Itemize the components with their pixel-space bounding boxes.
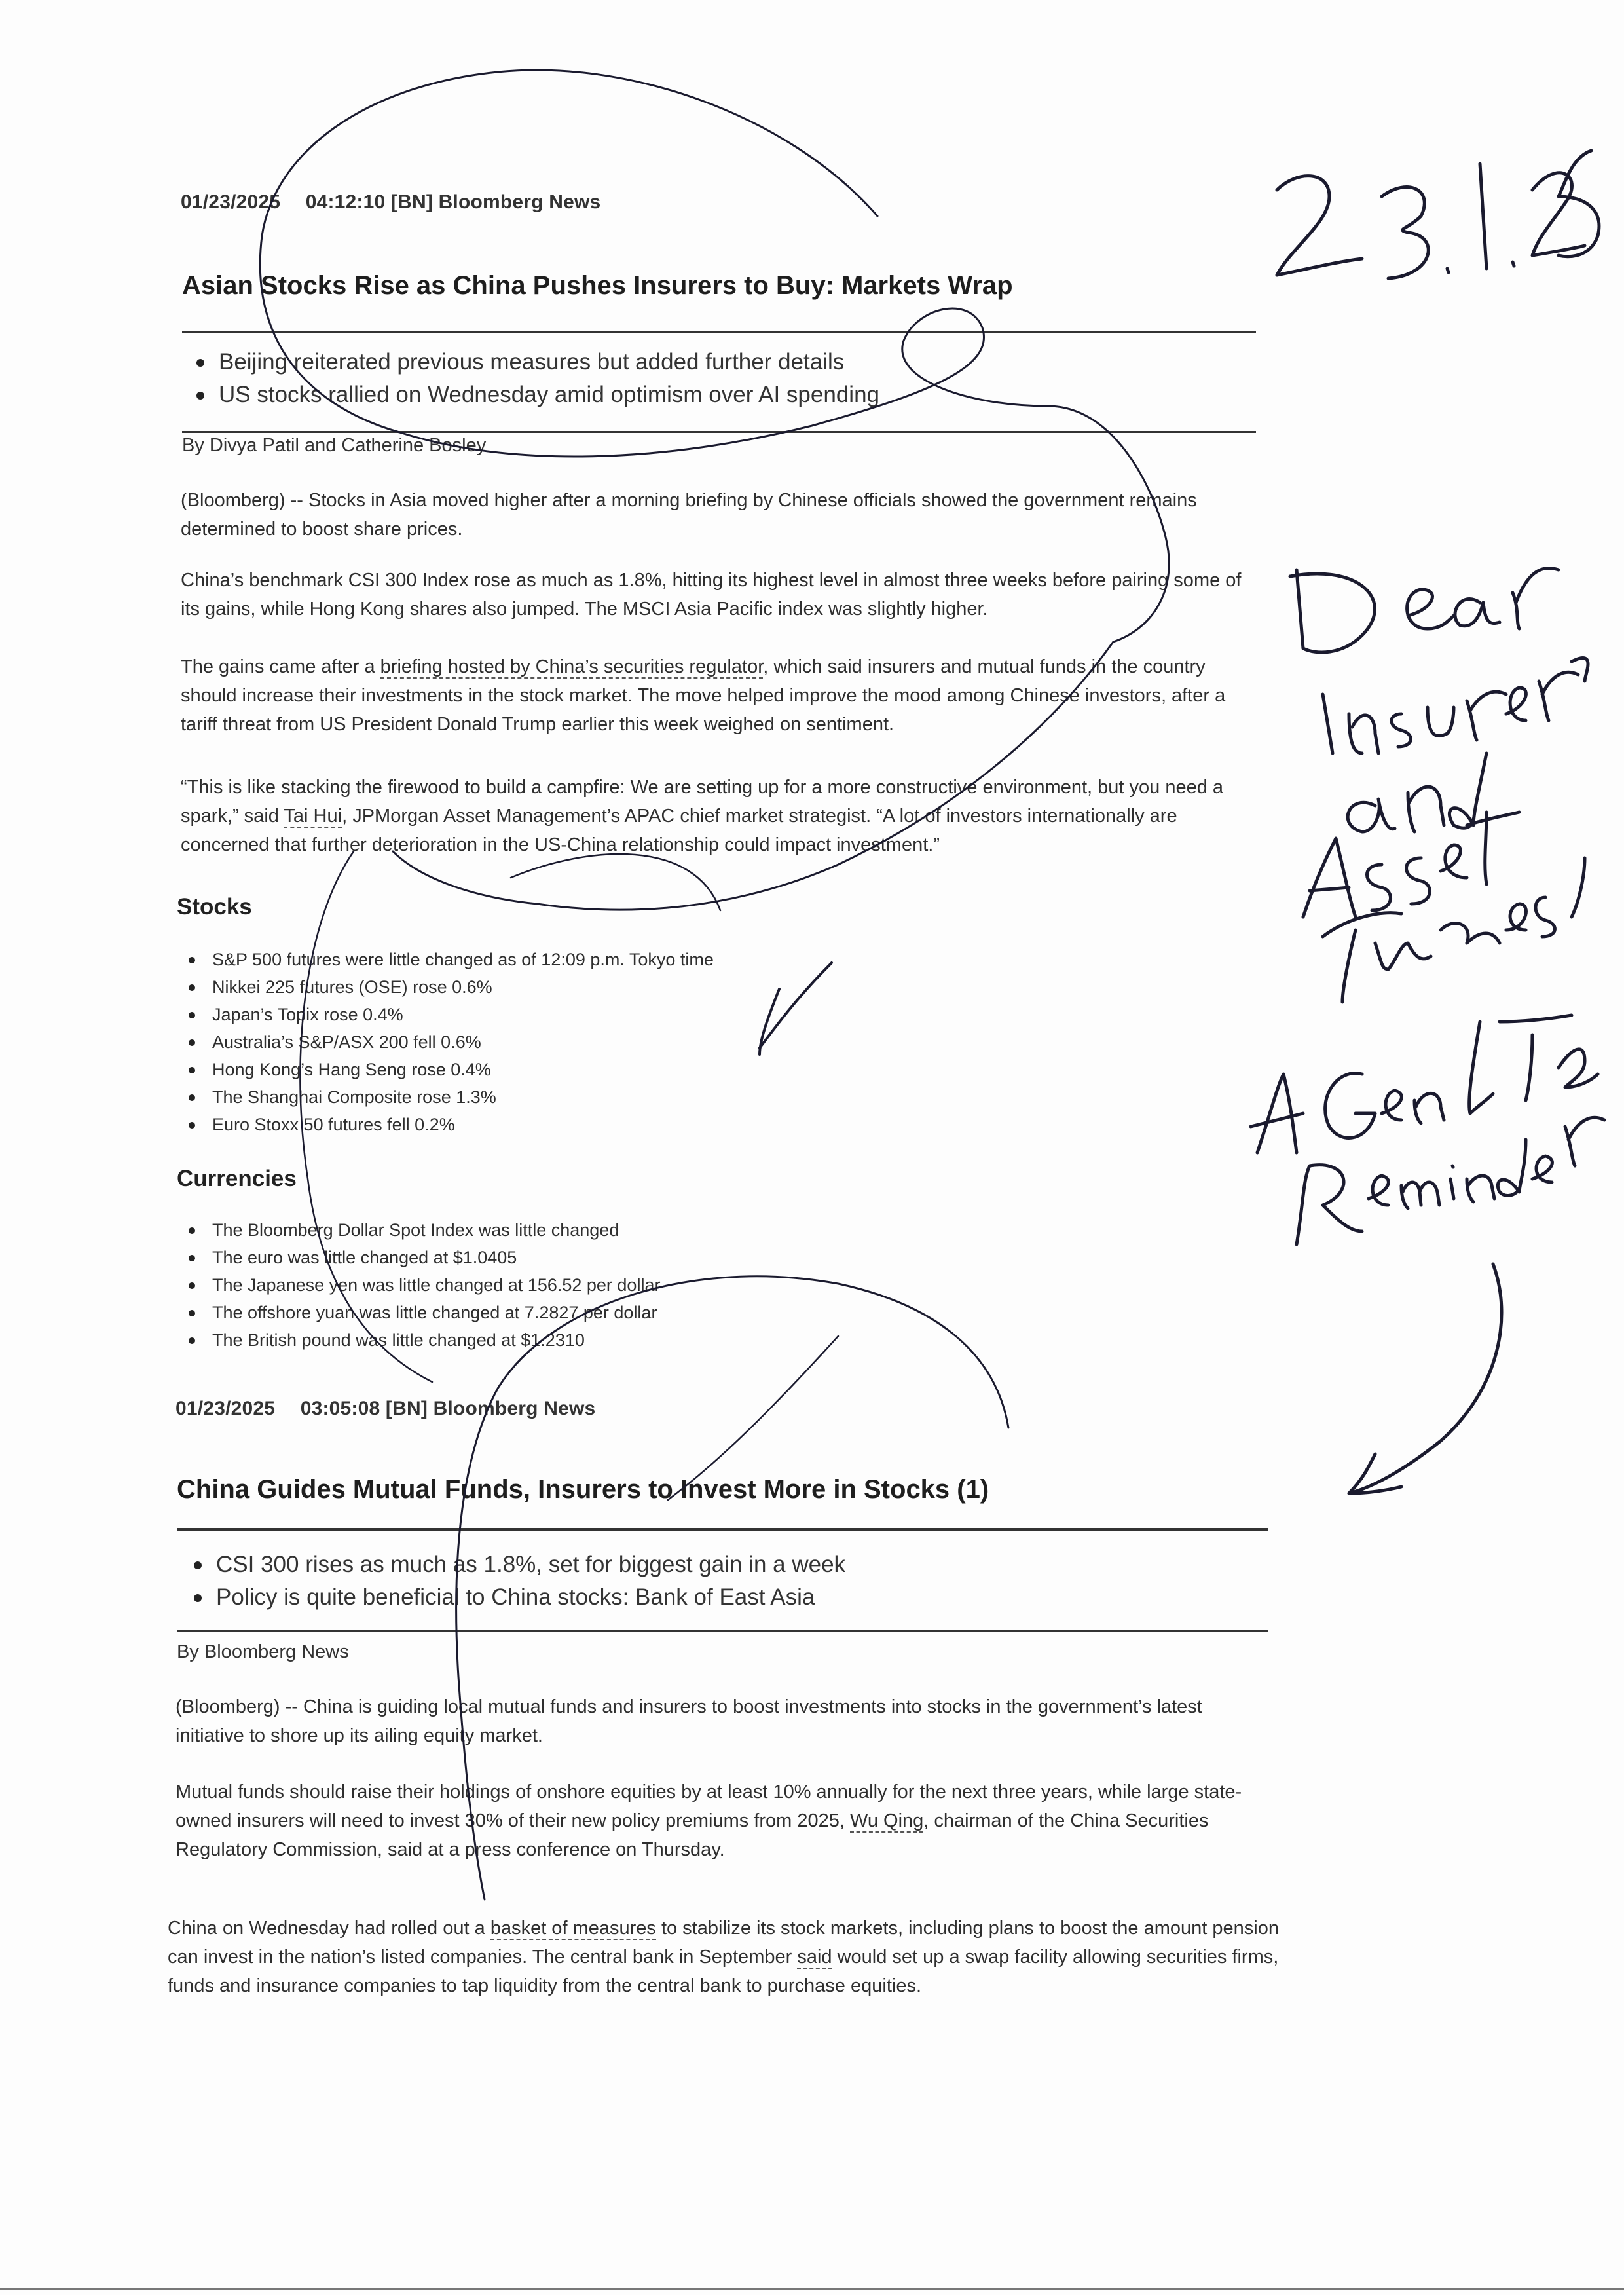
- paragraph-text: , JPMorgan Asset Management’s APAC chief market strategist. “A lot of investors internationally are concerned that further deterioration in the US-China relationship could impact investment.”: [181, 806, 1177, 855]
- article2-byline: By Bloomberg News: [177, 1641, 349, 1662]
- list-item: Australia’s S&P/ASX 200 fell 0.6%: [177, 1028, 1094, 1056]
- article1-paragraph-3: [181, 652, 1255, 739]
- list-item: Japan’s Topix rose 0.4%: [177, 1001, 1094, 1028]
- list-item: Policy is quite beneficial to China stocks: Bank of East Asia: [189, 1581, 1236, 1614]
- article2-headline: China Guides Mutual Funds, Insurers to Invest More in Stocks (1): [177, 1475, 989, 1504]
- article2-source: 03:05:08 [BN] Bloomberg News: [300, 1398, 596, 1419]
- paragraph-text: , chairman of the China Securities Regulatory Commission, said at a press conference on Thursday.: [175, 1810, 1209, 1860]
- paragraph-text: China on Wednesday had rolled out a: [168, 1918, 490, 1939]
- stocks-list: [177, 946, 1094, 1138]
- article1-paragraph-2: China’s benchmark CSI 300 Index rose as much as 1.8%, hitting its highest level in almost three weeks before pairing some of its gains, while Hong Kong shares also jumped. The MSCI Asia Pacific index was slightly higher.: [181, 570, 1242, 620]
- currencies-list: [177, 1216, 1094, 1354]
- list-item: The British pound was little changed at $1.2310: [177, 1326, 1094, 1354]
- list-item: The euro was little changed at $1.0405: [177, 1244, 1094, 1271]
- list-item: Euro Stoxx 50 futures fell 0.2%: [177, 1111, 1094, 1138]
- currencies-heading: Currencies: [177, 1166, 297, 1191]
- briefing-link[interactable]: briefing hosted by China’s securities regulator: [380, 656, 764, 677]
- ink-date: [1277, 151, 1599, 278]
- list-item: Beijing reiterated previous measures but added further details: [191, 346, 1239, 379]
- article1-headline: Asian Stocks Rise as China Pushes Insurers to Buy: Markets Wrap: [182, 271, 1013, 300]
- article2-paragraph-3: [168, 1914, 1281, 2000]
- basket-of-measures-link[interactable]: basket of measures: [490, 1918, 656, 1939]
- list-item: CSI 300 rises as much as 1.8%, set for biggest gain in a week: [189, 1548, 1236, 1581]
- list-item: S&P 500 futures were little changed as of 12:09 p.m. Tokyo time: [177, 946, 1094, 973]
- list-item: US stocks rallied on Wednesday amid optimism over AI spending: [191, 379, 1239, 411]
- article2-rule-bottom: [177, 1630, 1268, 1632]
- article1-bullets: [191, 346, 1239, 411]
- paragraph-text: would set up a swap facility allowing securities firms, funds and insurance companies to tap liquidity from the central bank to purchase equities.: [168, 1947, 1279, 1996]
- tai-hui-link[interactable]: Tai Hui: [284, 806, 342, 827]
- stocks-heading: Stocks: [177, 894, 252, 920]
- article2-paragraph-1: (Bloomberg) -- China is guiding local mutual funds and insurers to boost investments into stocks in the government’s latest initiative to shore up its ailing equity market.: [175, 1696, 1202, 1746]
- article1-meta: [181, 191, 600, 214]
- said-link[interactable]: said: [797, 1947, 832, 1968]
- article1-paragraph-4: [181, 773, 1255, 859]
- article1-rule-bottom: [182, 431, 1256, 433]
- article1-source: 04:12:10 [BN] Bloomberg News: [305, 191, 601, 213]
- wu-qing-link[interactable]: Wu Qing: [849, 1810, 924, 1831]
- list-item: The offshore yuan was little changed at 7.2827 per dollar: [177, 1299, 1094, 1326]
- list-item: The Japanese yen was little changed at 156.52 per dollar: [177, 1271, 1094, 1299]
- paragraph-text: “This is like stacking the firewood to build a campfire: We are setting up for a more constructive environment, but you need a spark,” said: [181, 777, 1224, 827]
- paragraph-text: , which said insurers and mutual funds in the country should increase their investments in the stock market. The move helped improve the mood among Chinese investors, after a tariff threat from US President Donald Trump earlier this week weighed on sentiment.: [181, 656, 1226, 735]
- paragraph-text: The gains came after a: [181, 656, 380, 677]
- list-item: The Bloomberg Dollar Spot Index was little changed: [177, 1216, 1094, 1244]
- ink-note: [1251, 568, 1604, 1493]
- page-bottom-edge: [0, 2288, 1624, 2290]
- list-item: Nikkei 225 futures (OSE) rose 0.6%: [177, 973, 1094, 1001]
- article1-date: 01/23/2025: [181, 191, 281, 213]
- article2-paragraph-2: [175, 1778, 1276, 1864]
- paragraph-text: to stabilize its stock markets, including plans to boost the amount pension can invest in the nation’s listed companies. The central bank in September: [168, 1918, 1279, 1968]
- article2-bullets: [189, 1548, 1236, 1614]
- article2-rule-top: [177, 1528, 1268, 1531]
- article1-byline: By Divya Patil and Catherine Bosley: [182, 435, 487, 456]
- list-item: Hong Kong’s Hang Seng rose 0.4%: [177, 1056, 1094, 1083]
- article1-rule-top: [182, 331, 1256, 333]
- paragraph-text: Mutual funds should raise their holdings of onshore equities by at least 10% annually for the next three years, while large state-owned insurers will need to invest 30% of their new policy premiums from 2025,: [175, 1782, 1242, 1831]
- article2-date: 01/23/2025: [175, 1398, 276, 1419]
- list-item: The Shanghai Composite rose 1.3%: [177, 1083, 1094, 1111]
- article1-paragraph-1: (Bloomberg) -- Stocks in Asia moved higher after a morning briefing by Chinese officials showed the government remains determined to boost share prices.: [181, 490, 1197, 540]
- article2-meta: [175, 1398, 595, 1420]
